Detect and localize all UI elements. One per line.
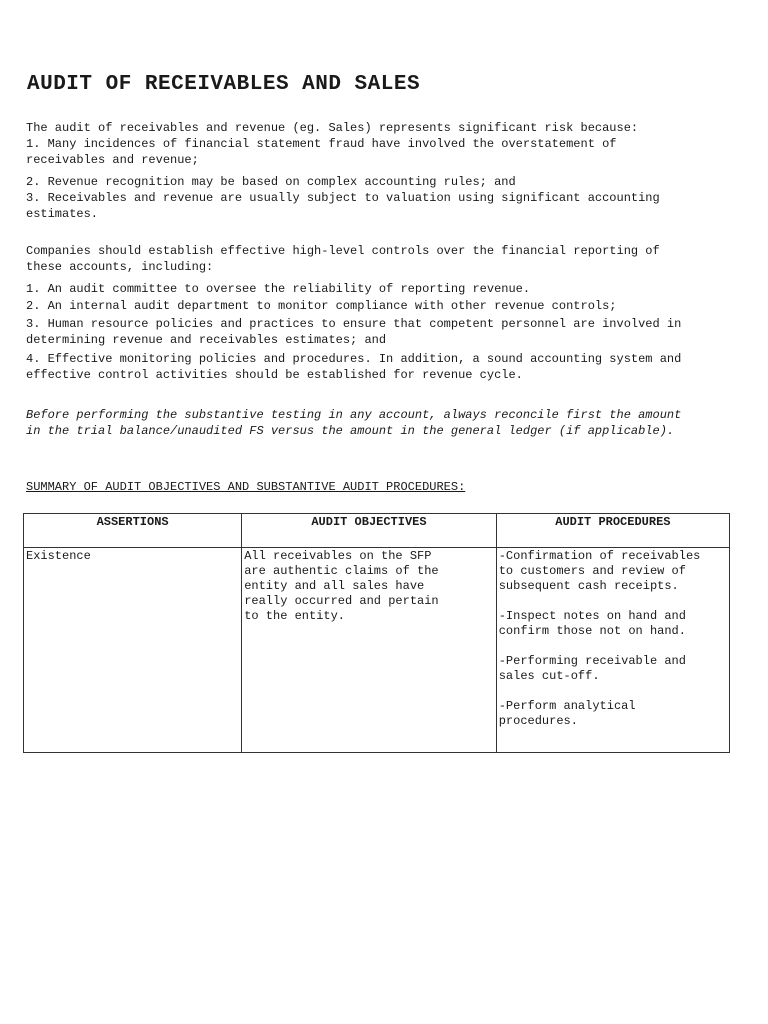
header-assertions: ASSERTIONS xyxy=(24,514,242,548)
header-audit-procedures: AUDIT PROCEDURES xyxy=(496,514,729,548)
controls-item-2: 2. An internal audit department to monitor compliance with other revenue controls; xyxy=(26,299,617,313)
procedure-item: -Inspect notes on hand and confirm those not on hand. xyxy=(498,609,686,638)
page-title: AUDIT OF RECEIVABLES AND SALES xyxy=(27,73,421,96)
reconcile-note: Before performing the substantive testing in any account, always reconcile first the amount in the trial balance/unaudited FS versus the amount in the general ledger (if applicable). xyxy=(26,408,682,438)
summary-heading: SUMMARY OF AUDIT OBJECTIVES AND SUBSTANTIVE AUDIT PROCEDURES: xyxy=(26,480,466,494)
table-header-row xyxy=(24,514,730,548)
intro-item-3: 3. Receivables and revenue are usually subject to valuation using significant accounting estimates. xyxy=(26,191,660,221)
intro-item-2: 2. Revenue recognition may be based on complex accounting rules; and xyxy=(26,175,516,189)
controls-item-1: 1. An audit committee to oversee the reliability of reporting revenue. xyxy=(26,282,531,296)
controls-item-3: 3. Human resource policies and practices to ensure that competent personnel are involved in determining revenue and receivables estimates; and xyxy=(26,317,682,347)
intro-item-1: 1. Many incidences of financial statement fraud have involved the overstatement of receivables and revenue; xyxy=(26,137,617,167)
objective-text: All receivables on the SFP are authentic claims of the entity and all sales have really occurred and pertain to the entity. xyxy=(244,549,439,623)
audit-summary-table xyxy=(23,513,730,753)
controls-item-4: 4. Effective monitoring policies and procedures. In addition, a sound accounting system and effective control activities should be established for revenue cycle. xyxy=(26,352,682,382)
objective-cell xyxy=(242,548,497,753)
procedure-item: -Perform analytical procedures. xyxy=(498,699,636,728)
table-row xyxy=(24,548,730,753)
assertion-text: Existence xyxy=(26,549,91,563)
procedure-item: -Performing receivable and sales cut-off. xyxy=(498,654,686,683)
procedure-item: -Confirmation of receivables to customers and review of subsequent cash receipts. xyxy=(498,549,701,593)
assertion-cell xyxy=(24,548,242,753)
procedures-cell xyxy=(496,548,729,753)
header-audit-objectives: AUDIT OBJECTIVES xyxy=(242,514,497,548)
intro-lead: The audit of receivables and revenue (eg. Sales) represents significant risk because: xyxy=(26,121,639,135)
controls-lead: Companies should establish effective high-level controls over the financial reporting of these accounts, including: xyxy=(26,244,660,274)
